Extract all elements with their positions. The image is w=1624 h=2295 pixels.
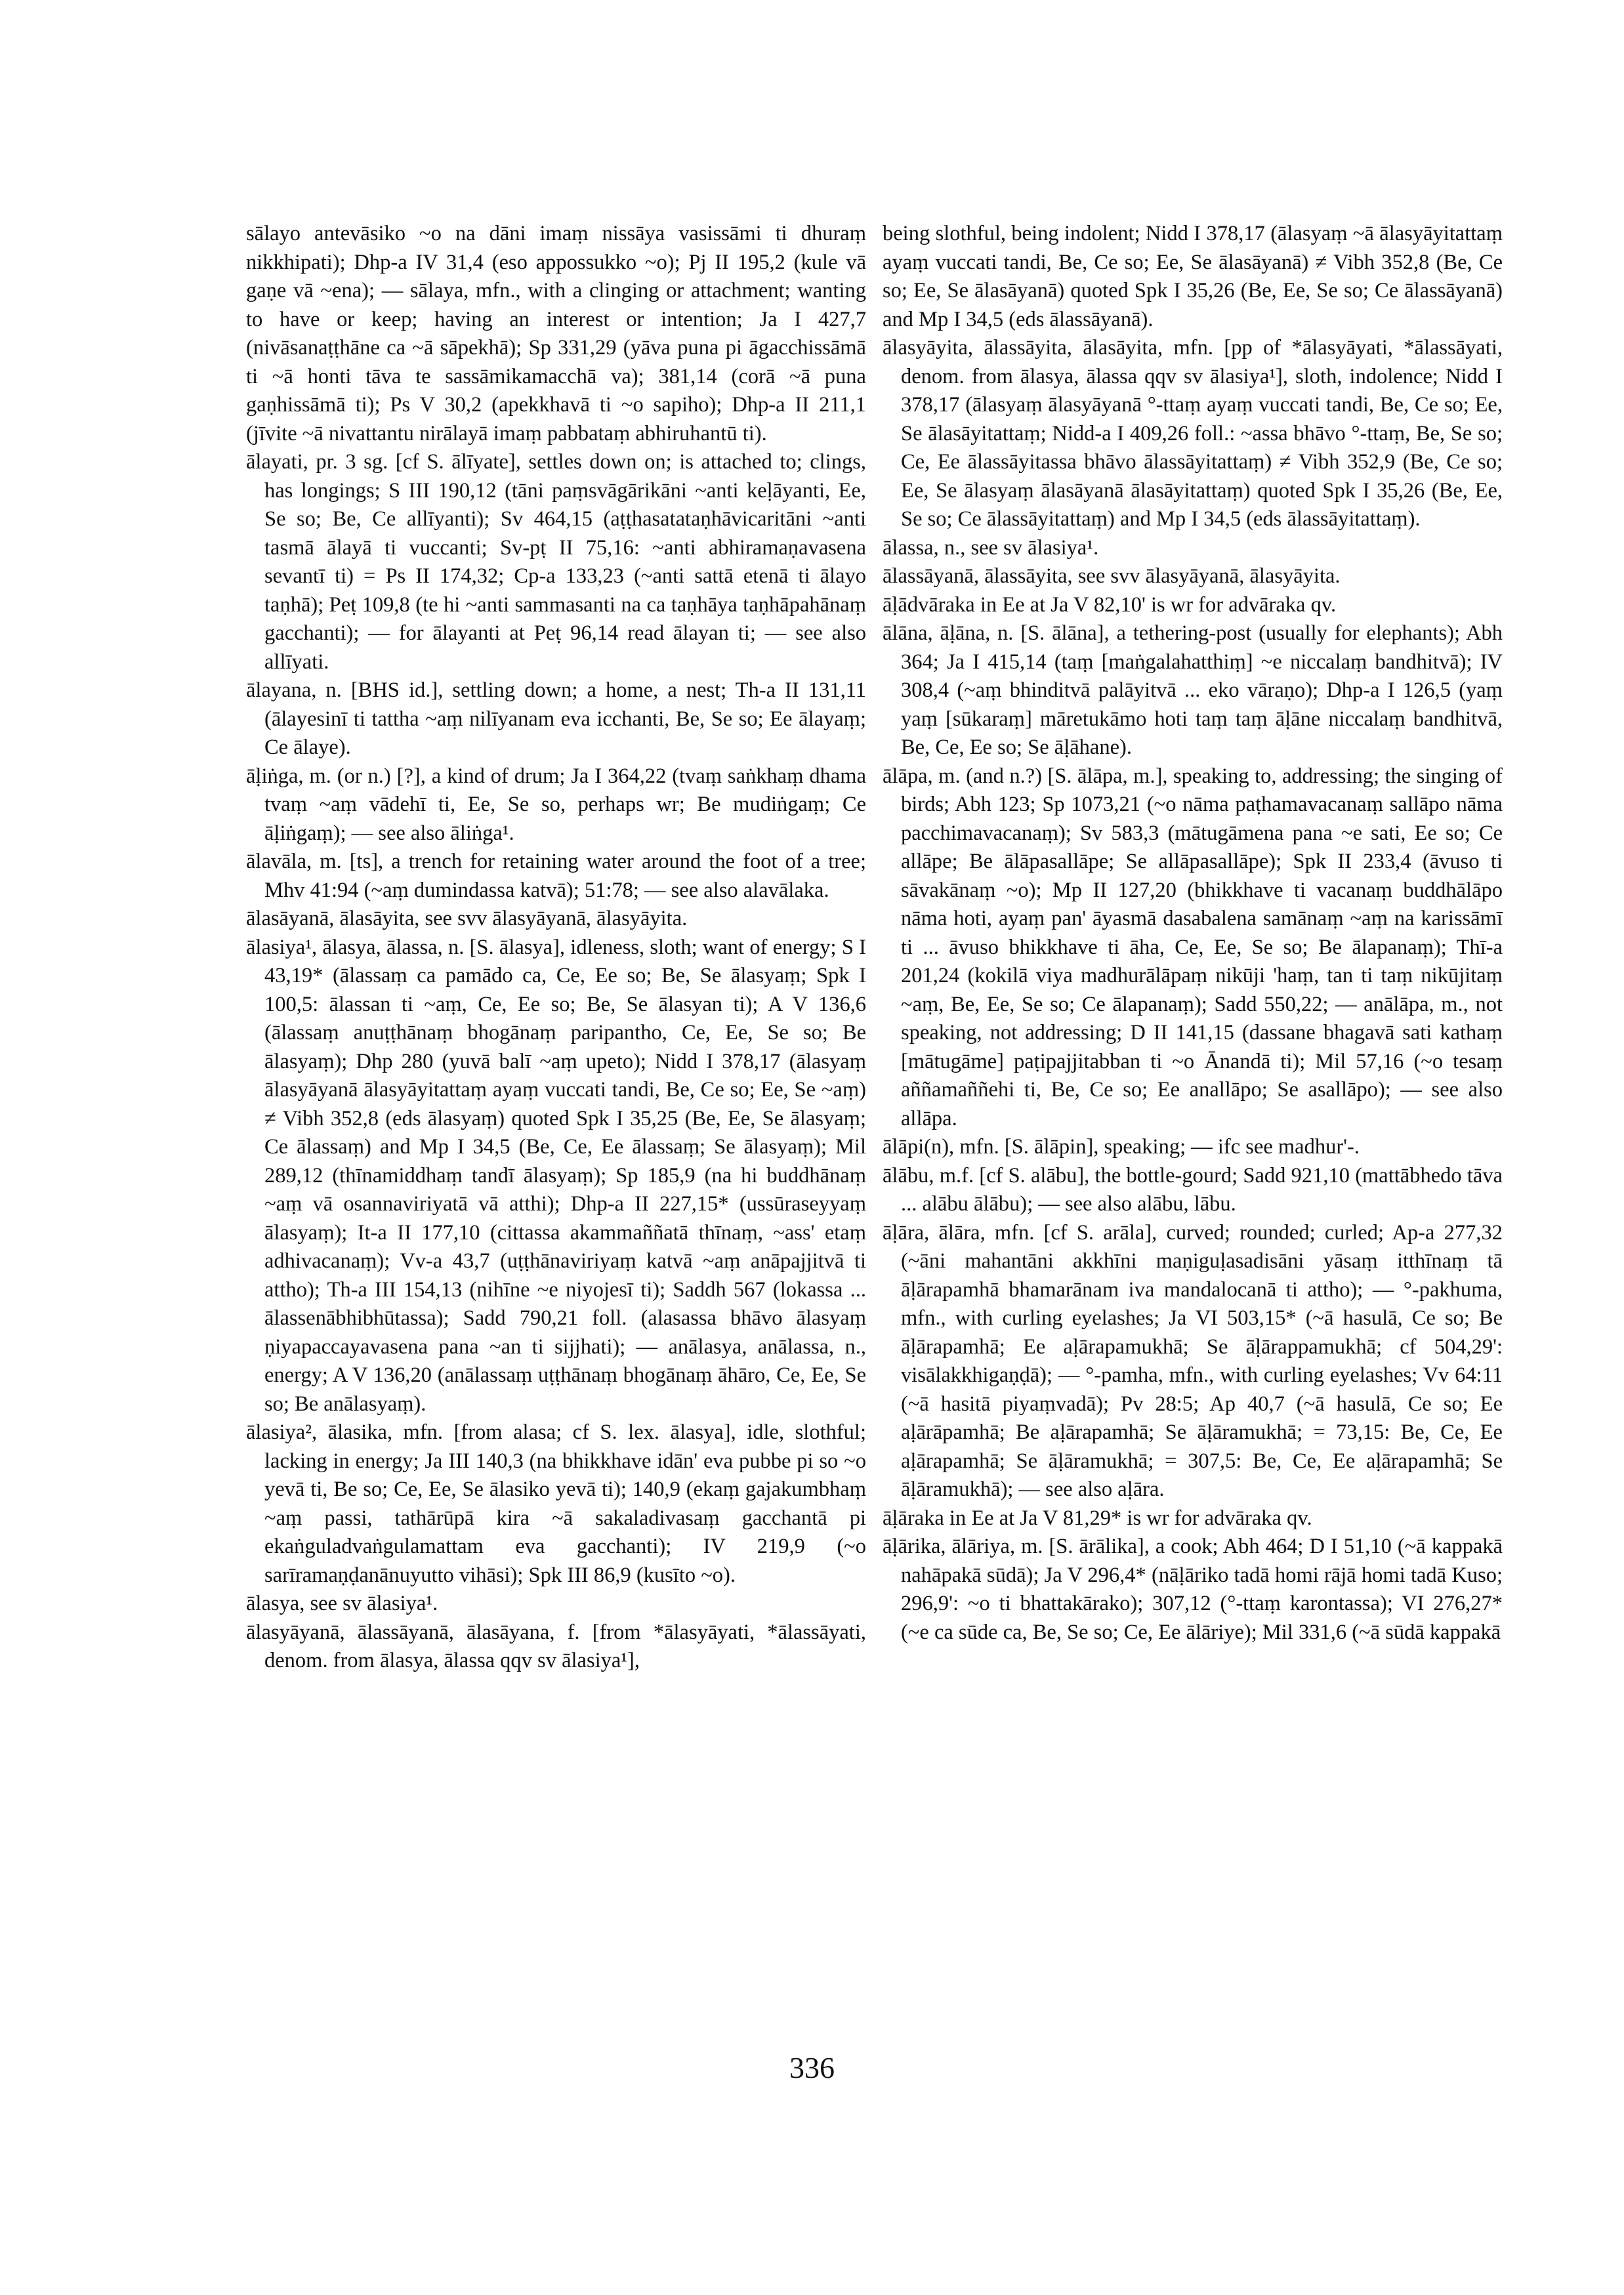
right-column-entry: ālāna, āḷāna, n. [S. ālāna], a tethering-post (usually for elephants); Abh 364; Ja I 415,14 (taṃ [maṅgalahatthiṃ] ~e niccalaṃ bandhitvā); IV 308,4 (~aṃ bhinditvā palāyitvā ... eko vāraṇo); Dhp-a I 126,5 (yaṃ yaṃ [sūkaraṃ] māretukāmo hoti taṃ taṃ āḷāne niccalaṃ bandhitvā, Be, Ce, Ee so; Se āḷāhane). (883, 621, 1503, 759)
right-column (883, 220, 1503, 1647)
right-column-entry: ālābu, m.f. [cf S. alābu], the bottle-gourd; Sadd 921,10 (mattābhedo tāva ... alābu ālābu); — see also alābu, lābu. (883, 1163, 1503, 1216)
left-column-entry: ālayana, n. [BHS id.], settling down; a home, a nest; Th-a II 131,11 (ālayesinī ti tattha ~aṃ nilīyanam eva icchanti, Be, Se so; Ee ālayaṃ; Ce ālaye). (246, 678, 866, 759)
left-column-entry: ālasyāyanā, ālassāyanā, ālasāyana, f. [from *ālasyāyati, *ālassāyati, denom. from ālasya, ālassa qqv sv ālasiya¹], (246, 1620, 866, 1672)
right-column-entry: ālāpa, m. (and n.?) [S. ālāpa, m.], speaking to, addressing; the singing of birds; Abh 123; Sp 1073,21 (~o nāma paṭhamavacanaṃ sallāpo nāma pacchimavacanaṃ); Sv 583,3 (mātugāmena pana ~e sati, Ee so; Ce allāpe; Be ālāpasallāpe; Se allāpasallāpe); Spk II 233,4 (āvuso ti sāvakānaṃ ~o); Mp II 127,20 (bhikkhave ti vacanaṃ buddhālāpo nāma hoti, ayaṃ pan' āyasmā dasabalena samānaṃ ~aṃ na karissāmī ti ... āvuso bhikkhave ti āha, Ce, Ee, Se so; Be ālapanaṃ); Thī-a 201,24 (kokilā viya madhurālāpaṃ nikūji 'haṃ, tan ti taṃ nikūjitaṃ ~aṃ, Be, Ee, Se so; Ce ālapanaṃ); Sadd 550,22; — anālāpa, m., not speaking, not addressing; D II 141,15 (dassane bhagavā sati kathaṃ [mātugāme] paṭipajjitabban ti ~o Ānandā ti); Mil 57,16 (~o tesaṃ aññamaññehi ti, Be, Ce so; Ee anallāpo; Se asallāpo); — see also allāpa. (883, 764, 1503, 1130)
left-column-entry: ālasya, see sv ālasiya¹. (246, 1592, 438, 1615)
left-column (246, 220, 866, 1676)
right-column-entry: being slothful, being indolent; Nidd I 378,17 (ālasyaṃ ~ā ālasyāyitattaṃ ayaṃ vuccati tandi, Be, Ce so; Ee, Se ālasāyanā) ≠ Vibh 352,8 (Be, Ce so; Ee, Se ālasāyanā) quoted Spk I 35,26 (Be, Ee, Se so; Ce ālassāyanā) and Mp I 34,5 (eds ālassāyanā). (883, 222, 1503, 331)
right-column-entry: ālāpi(n), mfn. [S. ālāpin], speaking; — ifc see madhur'-. (883, 1135, 1360, 1159)
right-column-entry: ālassa, n., see sv ālasiya¹. (883, 535, 1099, 560)
left-column-entry: ālavāla, m. [ts], a trench for retaining water around the foot of a tree; Mhv 41:94 (~aṃ dumindassa katvā); 51:78; — see also alavālaka. (246, 850, 866, 902)
right-column-entry: āḷādvāraka in Ee at Ja V 82,10' is wr for advāraka qv. (883, 592, 1337, 617)
right-column-entry: ālassāyanā, ālassāyita, see svv ālasyāyanā, ālasyāyita. (883, 564, 1341, 588)
left-column-entry: ālasiya¹, ālasya, ālassa, n. [S. ālasya], idleness, sloth; want of energy; S I 43,19* (ālassaṃ ca pamādo ca, Ce, Ee so; Be, Se ālasyaṃ; Spk I 100,5: ālassan ti ~aṃ, Ce, Ee so; Be, Se ālasyan ti); A V 136,6 (ālassaṃ anuṭṭhānaṃ bhogānaṃ paripantho, Ce, Ee, Se so; Be ālasyaṃ); Dhp 280 (yuvā balī ~aṃ upeto); Nidd I 378,17 (ālasyaṃ ālasyāyanā ālasyāyitattaṃ ayaṃ vuccati tandi, Be, Ce so; Ee, Se ~aṃ) ≠ Vibh 352,8 (eds ālasyaṃ) quoted Spk I 35,25 (Be, Ee, Se ālasyaṃ; Ce ālassaṃ) and Mp I 34,5 (Be, Ce, Ee ālassaṃ; Se ālasyaṃ); Mil 289,12 (thīnamiddhaṃ tandī ālasyaṃ); Sp 185,9 (na hi buddhānaṃ ~aṃ vā osannaviriyatā vā atthi); Dhp-a II 227,15* (ussūraseyyaṃ ālasyaṃ); It-a II 177,10 (cittassa akammaññatā thīnaṃ, ~ass' etaṃ adhivacanaṃ); Vv-a 43,7 (uṭṭhānaviriyaṃ katvā ~aṃ anāpajjitvā ti attho); Th-a III 154,13 (nihīne ~e niyojesī ti); Saddh 567 (lokassa ... ālassenābhibhūtassa); Sadd 790,21 foll. (alasassa bhāvo ālasyaṃ ṇiyapaccayavasena pana ~an ti sijjhati); — anālasya, anālassa, n., energy; A V 136,20 (anālassaṃ uṭṭhānaṃ bhogānaṃ āhāro, Ce, Ee, Se so; Be anālasyaṃ). (246, 935, 866, 1416)
page-number: 336 (789, 2051, 835, 2084)
right-column-entry: āḷāraka in Ee at Ja V 81,29* is wr for advāraka qv. (883, 1506, 1312, 1530)
left-column-entry: ālayati, pr. 3 sg. [cf S. ālīyate], settles down on; is attached to; clings, has longings; S III 190,12 (tāni paṃsvāgārikāni ~anti keḷāyanti, Ee, Se so; Be, Ce allīyanti); Sv 464,15 (aṭṭhasatataṇhāvicaritāni ~anti tasmā ālayā ti vuccanti; Sv-pṭ II 75,16: ~anti abhiramaṇavasena sevantī ti) = Ps II 174,32; Cp-a 133,23 (~anti sattā etenā ti ālayo taṇhā); Peṭ 109,8 (te hi ~anti sammasanti na ca taṇhāya taṇhāpahānaṃ gacchanti); — for ālayanti at Peṭ 96,14 read ālayan ti; — see also allīyati. (246, 450, 866, 674)
left-column-entry: ālasiya², ālasika, mfn. [from alasa; cf S. lex. ālasya], idle, slothful; lacking in energy; Ja III 140,3 (na bhikkhave idān' eva pubbe pi so ~o yevā ti, Be so; Ce, Ee, Se ālasiko yevā ti); 140,9 (ekaṃ gajakumbhaṃ ~aṃ passi, tathārūpā kira ~ā sakaladivasaṃ gacchantā pi ekaṅguladvaṅgulamattam eva gacchanti); IV 219,9 (~o sarīramaṇḍanānuyutto vihāsi); Spk III 86,9 (kusīto ~o). (246, 1420, 866, 1587)
left-column-entry: ālasāyanā, ālasāyita, see svv ālasyāyanā, ālasyāyita. (246, 907, 688, 930)
right-column-entry: ālasyāyita, ālassāyita, ālasāyita, mfn. [pp of *ālasyāyati, *ālassāyati, denom. from ālasya, ālassa qqv sv ālasiya¹], sloth, indolence; Nidd I 378,17 (ālasyaṃ ālasyāyanā °-ttaṃ ayaṃ vuccati tandi, Be, Ce so; Ee, Se ālasāyitattaṃ; Nidd-a I 409,26 foll.: ~assa bhāvo °-ttaṃ, Be, Se so; Ce, Ee ālassāyitassa bhāvo ālassāyitattaṃ) ≠ Vibh 352,9 (Be, Ce so; Ee, Se ālasyaṃ ālasāyanā ālasāyitattaṃ) quoted Spk I 35,26 (Be, Ee, Se so; Ce ālassāyitattaṃ) and Mp I 34,5 (eds ālassāyitattaṃ). (883, 336, 1503, 531)
right-column-entry: āḷāra, ālāra, mfn. [cf S. arāla], curved; rounded; curled; Ap-a 277,32 (~āni mahantāni akkhīni maṇiguḷasadisāni yāsaṃ itthīnaṃ tā āḷārapamhā bhamarānam iva mandalocanā ti attho); — °-pakhuma, mfn., with curling eyelashes; Ja VI 503,15* (~ā hasulā, Ce so; Be āḷārapamhā; Ee aḷārapamukhā; Se āḷārappamukhā; cf 504,29': visālakkhigaṇḍā); — °-pamha, mfn., with curling eyelashes; Vv 64:11 (~ā hasitā piyaṃvadā); Pv 28:5; Ap 40,7 (~ā hasulā, Ce so; Ee aḷārāpamhā; Be aḷārapamhā; Se āḷāramukhā; = 73,15: Be, Ce, Ee aḷārapamhā; Se āḷāramukhā; = 307,5: Be, Ce, Ee aḷārapamhā; Se āḷāramukhā); — see also aḷāra. (883, 1220, 1503, 1501)
left-column-entry: āḷiṅga, m. (or n.) [?], a kind of drum; Ja I 364,22 (tvaṃ saṅkhaṃ dhama tvaṃ ~aṃ vādehī ti, Ee, Se so, perhaps wr; Be mudiṅgaṃ; Ce āḷiṅgaṃ); — see also āliṅga¹. (246, 764, 866, 845)
left-column-entry: sālayo antevāsiko ~o na dāni imaṃ nissāya vasissāmi ti dhuraṃ nikkhipati); Dhp-a IV 31,4 (eso appossukko ~o); Pj II 195,2 (kule vā gaṇe vā ~ena); — sālaya, mfn., with a clinging or attachment; wanting to have or keep; having an interest or intention; Ja I 427,7 (nivāsanaṭṭhāne ca ~ā sāpekhā); Sp 331,29 (yāva puna pi āgacchissāmā ti ~ā honti tāva te sassāmikamacchā va); 381,14 (corā ~ā puna gaṇhissāmā ti); Ps V 30,2 (apekkhavā ti ~o sapiho); Dhp-a II 211,1 (jīvite ~ā nivattantu nirālayā imaṃ pabbataṃ abhiruhantū ti). (246, 222, 866, 445)
right-column-entry: āḷārika, ālāriya, m. [S. ārālika], a cook; Abh 464; D I 51,10 (~ā kappakā nahāpakā sūdā); Ja V 296,4* (nāḷāriko tadā homi rājā homi tadā Kuso; 296,9': ~o ti bhattakārako); 307,12 (°-ttaṃ karontassa); VI 276,27* (~e ca sūde ca, Be, Se so; Ce, Ee ālāriye); Mil 331,6 (~ā sūdā kappakā (883, 1535, 1503, 1644)
